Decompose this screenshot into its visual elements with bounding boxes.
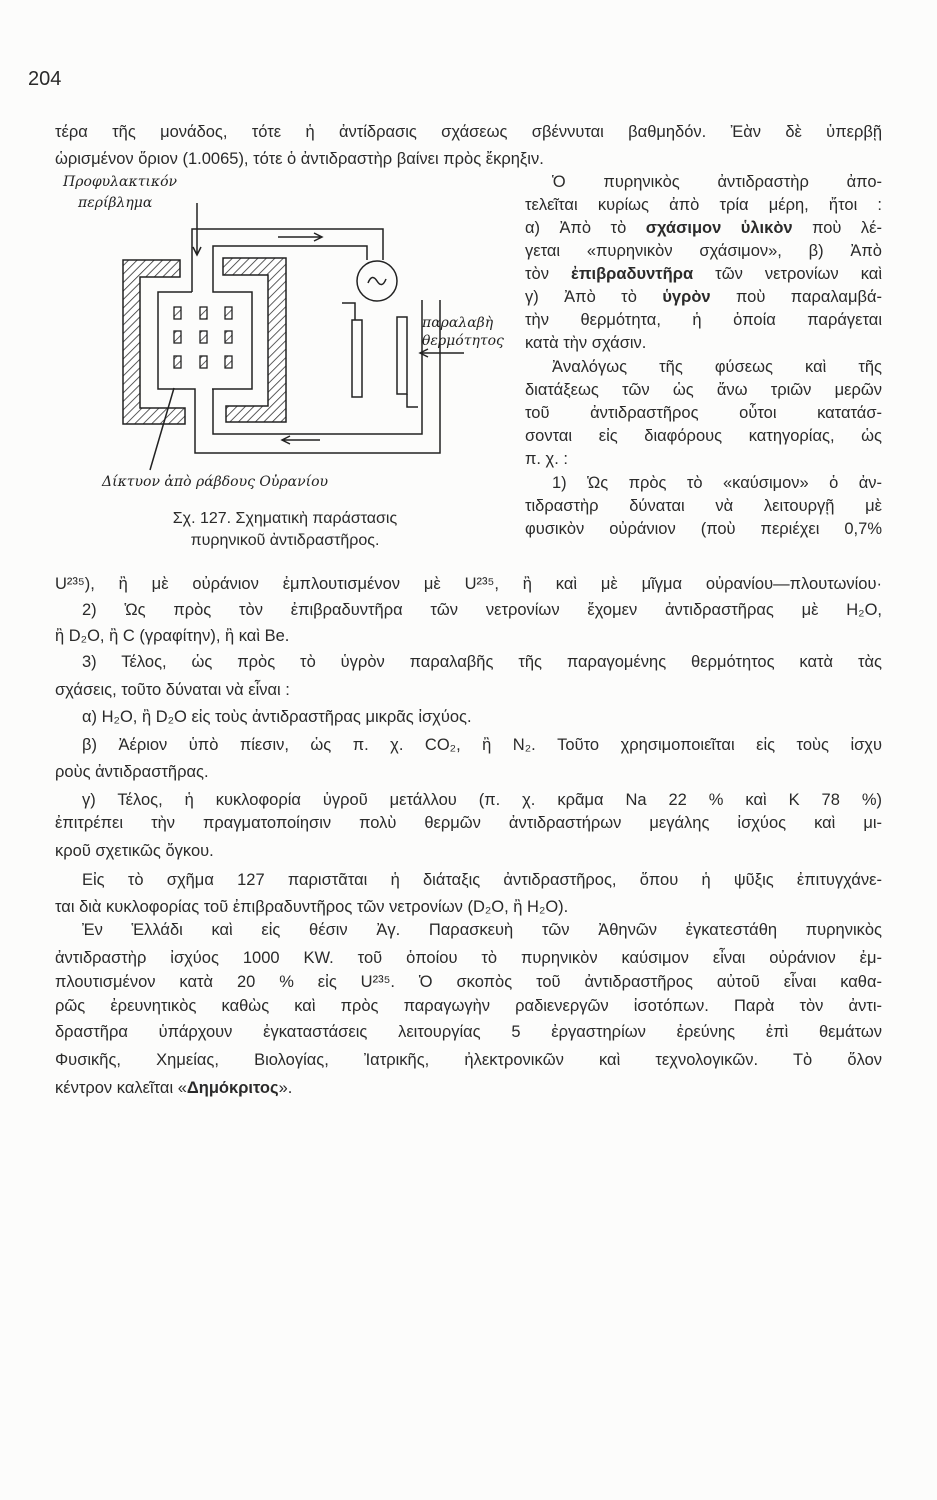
text-line	[525, 218, 882, 238]
heat-label-2: θερμότητος	[422, 333, 504, 349]
bold-term: σχάσιμον ὑλικὸν	[645, 219, 793, 237]
text-segment: κατὰ τὴν σχάσιν.	[525, 334, 647, 352]
flow-arrow-right	[278, 233, 322, 241]
text-line	[525, 310, 882, 330]
text-line	[55, 841, 214, 861]
text-line	[552, 172, 882, 192]
text-line	[55, 762, 209, 782]
text-line	[525, 426, 882, 446]
text-line	[55, 972, 882, 992]
text-line	[525, 380, 882, 400]
text-segment: Εἰς τὸ σχῆμα 127 παριστᾶται ἡ διάταξις ἀντιδραστῆρος, ὅπου ἡ ψῦξις ἐπιτυγχάνε-	[82, 871, 882, 889]
text-segment: U²³⁵), ἢ μὲ οὐράνιον ἐμπλουτισμένον μὲ U²³⁵, ἢ καὶ μὲ μῖγμα οὐρανίου—πλουτωνίου·	[55, 575, 882, 593]
text-segment: ποὺ λέ-	[792, 219, 882, 237]
text-line	[55, 680, 290, 700]
text-line	[55, 122, 882, 142]
text-segment: β) Ἀέριον ὑπὸ πίεσιν, ὡς π. χ. CO₂, ἢ N₂. Τοῦτο χρησιμοποιεῖται εἰς τοὺς ἰσχυ	[82, 736, 882, 754]
text-line	[525, 449, 568, 469]
text-segment: ρῶς ἐρευνητικὸς καθὼς καὶ πρὸς παραγωγὴν ραδιενεργῶν ἰσοτόπων. Παρὰ τὸν ἀντι-	[55, 997, 882, 1015]
text-line	[525, 287, 882, 307]
text-line	[55, 948, 882, 968]
coolant-loop	[150, 203, 464, 470]
text-segment: ται διὰ κυκλοφορίας τοῦ ἐπιβραδυντῆρος τῶν νετρονίων (D₂O, ἢ H₂O).	[55, 898, 569, 916]
text-line	[552, 357, 882, 377]
text-segment: ἢ D₂O, ἢ C (γραφίτην), ἢ καὶ Be.	[55, 627, 290, 645]
heat-label-1: παραλαβὴ	[422, 315, 494, 331]
text-line	[55, 897, 568, 917]
flow-arrow-left	[282, 436, 320, 444]
text-segment: κέντρον καλεῖται «	[55, 1079, 187, 1097]
figure-caption-1: Σχ. 127. Σχηματικὴ παράστασις	[172, 510, 398, 527]
bold-term: ὑγρὸν	[662, 288, 711, 306]
text-line	[82, 790, 882, 810]
text-line	[82, 707, 472, 727]
rods-label: Δίκτυον ἀπὸ ράβδους Οὐρανίου	[102, 474, 329, 490]
page-number: 204	[28, 68, 62, 90]
text-segment: γεται «πυρηνικὸν σχάσιμον», β) Ἀπὸ	[525, 242, 882, 260]
text-segment: δραστῆρα ὑπάρχουν ἐγκαταστάσεις λειτουργίας 5 ἐργαστηρίων ἐρεύνης ἐπὶ θεμάτων	[55, 1023, 882, 1041]
text-segment: κροῦ σχετικῶς ὄγκου.	[55, 842, 214, 860]
text-line	[552, 473, 882, 493]
text-segment: Φυσικῆς, Χημείας, Βιολογίας, Ἰατρικῆς, ἠλεκτρονικῶν καὶ τεχνολογικῶν. Τὸ ὅλον	[55, 1051, 882, 1069]
uranium-rods	[174, 307, 232, 368]
heat-arrow	[420, 349, 464, 357]
text-segment: Ὁ πυρηνικὸς ἀντιδραστὴρ ἀπο-	[552, 173, 882, 191]
text-segment: τὴν θερμότητα, ἡ ὁποία παράγεται	[525, 311, 882, 329]
text-line	[55, 149, 544, 169]
text-line	[55, 813, 882, 833]
text-segment: π. χ. :	[525, 450, 568, 468]
rods-pointer	[150, 388, 174, 470]
text-segment: πλουτισμένον κατὰ 20 % εἰς U²³⁵. Ὁ σκοπὸς τοῦ ἀντιδραστῆρος αὐτοῦ εἶναι καθα-	[55, 973, 882, 991]
text-line	[82, 735, 882, 755]
text-line	[55, 574, 882, 594]
text-segment: ».	[278, 1079, 293, 1097]
figure-caption-2: πυρηνικοῦ ἀντιδραστῆρος.	[190, 532, 380, 549]
text-line	[82, 870, 882, 890]
text-segment: σχάσεις, τοῦτο δύναται νὰ εἶναι :	[55, 681, 290, 699]
text-segment: φυσικὸν οὐράνιον (ποὺ περιέχει 0,7%	[525, 520, 882, 538]
text-segment: 3) Τέλος, ὡς πρὸς τὸ ὑγρὸν παραλαβῆς τῆς παραγομένης θερμότητος κατὰ τὰς	[82, 653, 882, 671]
text-line	[525, 496, 882, 516]
text-line	[55, 1050, 882, 1070]
text-line	[525, 403, 882, 423]
text-segment: ποὺ παραλαμβά-	[710, 288, 882, 306]
text-segment: ὡρισμένον ὅριον (1.0065), τότε ὁ ἀντιδραστὴρ βαίνει πρὸς ἔκρηξιν.	[55, 150, 544, 168]
text-segment: 2) Ὡς πρὸς τὸν ἐπιβραδυντῆρα τῶν νετρονίων ἔχομεν ἀντιδραστῆρας μὲ H₂O,	[82, 601, 882, 619]
text-segment: τὸν	[525, 265, 572, 283]
shield-label-2: περίβλημα	[78, 195, 153, 211]
text-line	[55, 1078, 292, 1098]
text-line	[525, 333, 646, 353]
text-line	[525, 195, 882, 215]
text-segment: γ) Ἀπὸ τὸ	[525, 288, 663, 306]
text-segment: σονται εἰς διαφόρους κατηγορίας, ὡς	[525, 427, 882, 445]
text-segment: α) H₂O, ἢ D₂O εἰς τοὺς ἀντιδραστῆρας μικρᾶς ἰσχύος.	[82, 708, 472, 726]
text-line	[525, 264, 882, 284]
text-segment: ἐπιτρέπει τὴν πραγματοποίησιν πολὺ θερμῶν ἀντιδραστήρων μεγάλης ἰσχύος καὶ μι-	[55, 814, 882, 832]
text-line	[525, 519, 882, 539]
text-segment: ἀντιδραστὴρ ἰσχύος 1000 KW. τοῦ ὁποίου τὸ πυρηνικὸν καύσιμον εἶναι οὐράνιον ἐμ-	[55, 949, 882, 967]
text-segment: τοῦ ἀντιδραστῆρος οὗτοι κατατάσ-	[525, 404, 882, 422]
text-line	[525, 241, 882, 261]
text-segment: διατάξεως τῶν ὡς ἄνω τριῶν μερῶν	[525, 381, 882, 399]
text-line	[55, 1022, 882, 1042]
text-line	[55, 626, 289, 646]
text-segment: ροὺς ἀντιδραστῆρας.	[55, 763, 209, 781]
text-segment: Ἀναλόγως τῆς φύσεως καὶ τῆς	[552, 358, 882, 376]
bold-term: ἐπιβραδυντῆρα	[571, 265, 694, 283]
text-segment: 1) Ὡς πρὸς τὸ «καύσιμον» ὁ ἀν-	[552, 474, 882, 492]
text-segment: Ἐν Ἑλλάδι καὶ εἰς θέσιν Ἀγ. Παρασκευὴ τῶν Ἀθηνῶν ἐγκατεστάθη πυρηνικὸς	[82, 921, 882, 939]
bold-term: Δημόκριτος	[186, 1079, 279, 1097]
reactor-diagram	[50, 160, 510, 500]
text-segment: τέρα τῆς μονάδος, τότε ἡ ἀντίδρασις σχάσεως σβέννυται βαθμηδόν. Ἐὰν δὲ ὑπερβῇ	[55, 123, 882, 141]
shield-label-1: Προφυλακτικόν	[63, 174, 178, 190]
text-segment: α) Ἀπὸ τὸ	[525, 219, 646, 237]
text-segment: γ) Τέλος, ἡ κυκλοφορία ὑγροῦ μετάλλου (π. χ. κρᾶμα Na 22 % καὶ K 78 %)	[82, 791, 882, 809]
text-line	[82, 600, 882, 620]
text-segment: τιδραστὴρ δύναται νὰ λειτουργῇ μὲ	[525, 497, 882, 515]
text-line	[82, 920, 882, 940]
text-segment: τῶν νετρονίων καὶ	[693, 265, 882, 283]
text-segment: τελεῖται κυρίως ἀπὸ τρία μέρη, ἤτοι :	[525, 196, 882, 214]
text-line	[55, 996, 882, 1016]
text-line	[82, 652, 882, 672]
